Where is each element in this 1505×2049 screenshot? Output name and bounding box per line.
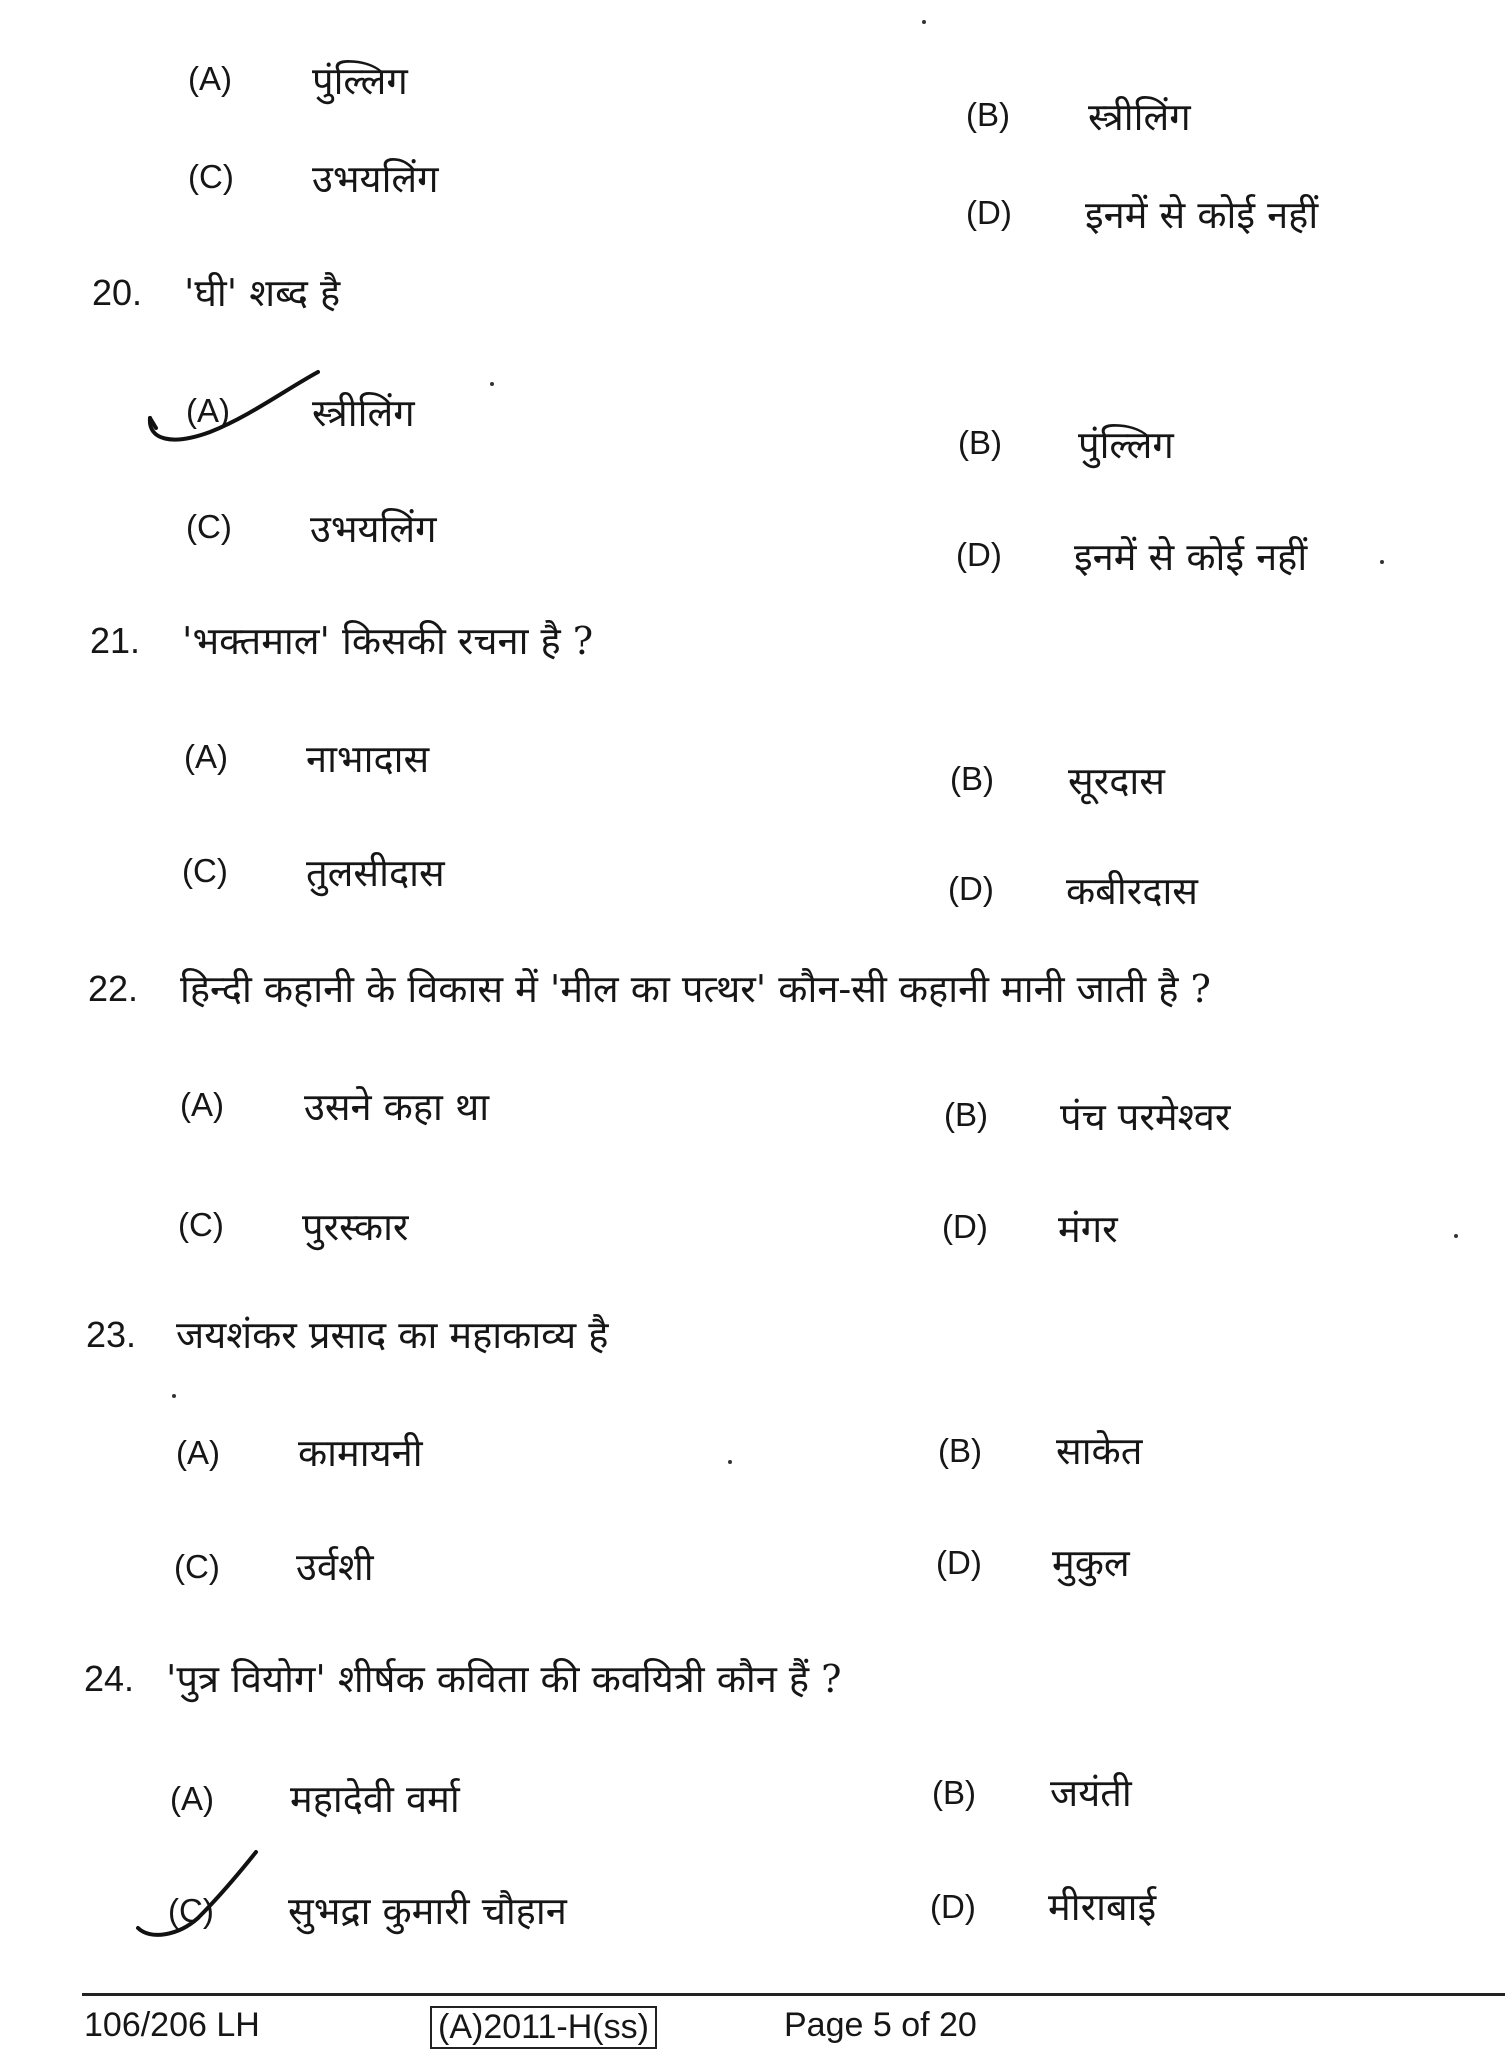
q19-option-a-text: पुंल्लिग [312,59,408,103]
q23-option-a-text: कामायनी [298,1431,423,1475]
q23-option-d-text: मुकुल [1052,1541,1130,1585]
q22-number: 22. [88,968,139,1009]
q20-text: 'घी' शब्द है [184,271,341,315]
q22-option-d-text: मंगर [1058,1207,1118,1251]
stray-dot [490,382,494,386]
q23-option-b-text: साकेत [1056,1429,1143,1473]
q19-option-a-label: (A) [188,60,232,97]
q20-option-d-label: (D) [956,536,1002,573]
q20-option-a-label: (A) [186,392,230,429]
q23-option-c-text: उर्वशी [296,1545,374,1589]
q19-option-c-label: (C) [188,158,234,195]
q21-text: 'भक्तमाल' किसकी रचना है ? [182,619,594,663]
q21-option-b-label: (B) [950,760,994,797]
q21-option-a-label: (A) [184,738,228,775]
q19-option-d-text: इनमें से कोई नहीं [1085,193,1319,237]
q22-option-a-label: (A) [180,1086,224,1123]
footer-series: (A)2011-H(ss) [430,2006,657,2049]
q20-option-a-text: स्त्रीलिंग [312,391,415,435]
q24-option-b-label: (B) [932,1774,976,1811]
q24-option-b-text: जयंती [1050,1771,1132,1815]
q24-text: 'पुत्र वियोग' शीर्षक कविता की कवयित्री कौन हैं ? [166,1657,842,1701]
q21-option-d-label: (D) [948,870,994,907]
tick-mark-q20-hook [150,418,156,428]
q22-text: हिन्दी कहानी के विकास में 'मील का पत्थर' कौन-सी कहानी मानी जाती है ? [180,967,1211,1011]
q22-option-b-text: पंच परमेश्वर [1060,1095,1231,1139]
q23-option-a-label: (A) [176,1434,220,1471]
q24-option-d-label: (D) [930,1888,976,1925]
q24-number: 24. [84,1658,135,1699]
footer-code: 106/206 LH [84,2006,260,2044]
q24-option-d-text: मीराबाई [1048,1885,1157,1929]
q20-option-c-text: उभयलिंग [310,507,437,551]
q20-option-b-label: (B) [958,424,1002,461]
q20-option-b-text: पुंल्लिग [1078,423,1174,467]
stray-dot [1454,1234,1458,1238]
q21-option-a-text: नाभादास [306,737,430,781]
q20-option-c-label: (C) [186,508,232,545]
q23-option-d-label: (D) [936,1544,982,1581]
stray-dot [172,1394,176,1398]
q21-option-b-text: सूरदास [1068,759,1165,803]
q23-text: जयशंकर प्रसाद का महाकाव्य है [176,1313,609,1357]
q22-option-c-text: पुरस्कार [302,1205,409,1249]
q23-option-c-label: (C) [174,1548,220,1585]
footer-rule [82,1993,1505,1996]
q19-option-d-label: (D) [966,194,1012,231]
q24-option-a-text: महादेवी वर्मा [290,1777,460,1821]
q19-option-b-text: स्त्रीलिंग [1088,95,1191,139]
q20-number: 20. [92,272,143,313]
q23-number: 23. [86,1314,137,1355]
q21-option-c-label: (C) [182,852,228,889]
tick-mark-q20 [150,372,318,440]
q21-number: 21. [90,620,141,661]
q20-option-d-text: इनमें से कोई नहीं [1074,535,1308,579]
q23-option-b-label: (B) [938,1432,982,1469]
q22-option-d-label: (D) [942,1208,988,1245]
q22-option-a-text: उसने कहा था [304,1085,490,1129]
q21-option-d-text: कबीरदास [1066,869,1198,913]
footer-page: Page 5 of 20 [784,2006,977,2044]
q24-option-a-label: (A) [170,1780,214,1817]
q19-option-b-label: (B) [966,96,1010,133]
stray-dot [728,1460,732,1464]
stray-dot [922,20,926,24]
q22-option-c-label: (C) [178,1206,224,1243]
q21-option-c-text: तुलसीदास [306,851,445,895]
q24-option-c-label: (C) [168,1892,214,1929]
q24-option-c-text: सुभद्रा कुमारी चौहान [288,1889,567,1933]
stray-dot [1380,560,1384,564]
q22-option-b-label: (B) [944,1096,988,1133]
q19-option-c-text: उभयलिंग [312,157,439,201]
